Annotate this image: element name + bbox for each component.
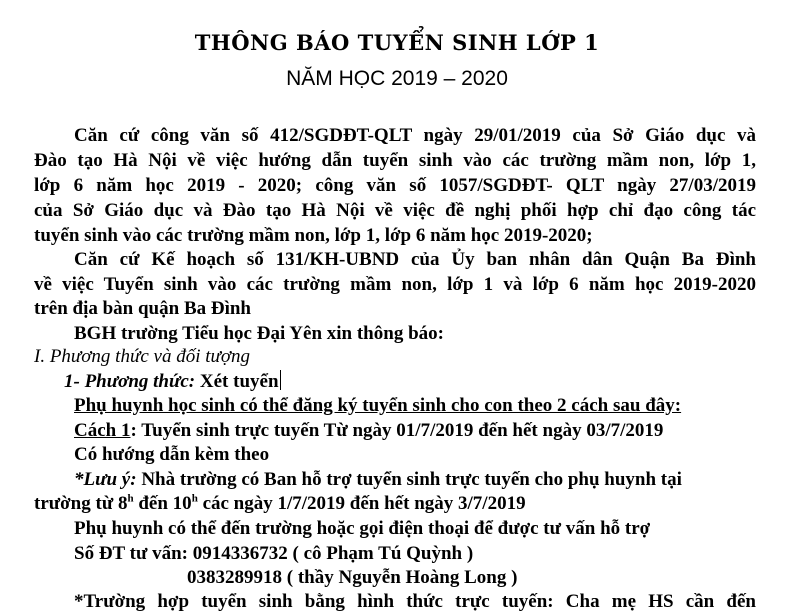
paragraph-line: Căn cứ công văn số 412/SGDĐT-QLT ngày 29/01/2019 của Sở Giáo dục và (74, 125, 756, 146)
paragraph-line (34, 492, 526, 516)
paragraph-line: Có hướng dẫn kèm theo (74, 444, 270, 465)
hour-superscript: h (127, 492, 134, 505)
document-title: THÔNG BÁO TUYỂN SINH LỚP 1 (194, 30, 600, 55)
paragraph-line: tuyển sinh vào các trường mầm non, lớp 1, lớp 6 năm học 2019-2020; (34, 225, 593, 246)
document-subtitle: NĂM HỌC 2019 – 2020 (286, 67, 508, 90)
paragraph-line: lớp 6 năm học 2019 - 2020; công văn số 1057/SGDĐT- QLT ngày 27/03/2019 (34, 175, 756, 196)
paragraph-line: của Sở Giáo dục và Đào tạo Hà Nội về việc đề nghị phối hợp chỉ đạo công tác (34, 200, 756, 221)
method-label: 1- Phương thức: (64, 371, 196, 392)
note-line (74, 468, 682, 492)
hour-superscript: h (191, 492, 198, 505)
section-heading: I. Phương thức và đối tượng (34, 346, 251, 367)
method-line (64, 370, 281, 394)
time-text: đến 10 (133, 493, 192, 514)
phone-line: Số ĐT tư vấn: 0914336732 ( cô Phạm Tú Quỳnh ) (74, 543, 474, 564)
time-text: các ngày 1/7/2019 đến hết ngày 3/7/2019 (197, 493, 526, 514)
phone-line: 0383289918 ( thầy Nguyễn Hoàng Long ) (187, 567, 518, 588)
paragraph-line: Phụ huynh có thể đến trường hoặc gọi điện thoại để được tư vấn hỗ trợ (74, 518, 651, 539)
paragraph-line: Đào tạo Hà Nội về việc hướng dẫn tuyển sinh vào các trường mầm non, lớp 1, (34, 150, 756, 171)
paragraph-line: Phụ huynh học sinh có thể đăng ký tuyển sinh cho con theo 2 cách sau đây: (74, 395, 682, 416)
option-line (74, 419, 663, 443)
paragraph-line: về việc Tuyển sinh vào các trường mầm non, lớp 1 và lớp 6 năm học 2019-2020 (34, 274, 756, 295)
paragraph-line: *Trường hợp tuyển sinh bằng hình thức trực tuyến: Cha mẹ HS cần đến (74, 591, 756, 612)
option-label: Cách 1 (74, 420, 131, 441)
note-label: *Lưu ý: (74, 469, 137, 490)
paragraph-line: BGH trường Tiểu học Đại Yên xin thông báo: (74, 323, 444, 344)
method-value: Xét tuyển (195, 371, 279, 392)
text-cursor (280, 370, 281, 390)
time-text: trường từ 8 (34, 493, 128, 514)
paragraph-line: trên địa bàn quận Ba Đình (34, 298, 251, 319)
note-text: Nhà trường có Ban hỗ trợ tuyển sinh trực tuyến cho phụ huynh tại (136, 469, 682, 490)
paragraph-line: Căn cứ Kế hoạch số 131/KH-UBND của Ủy ban nhân dân Quận Ba Đình (74, 249, 756, 270)
option-text: : Tuyển sinh trực tuyến Từ ngày 01/7/2019 đến hết ngày 03/7/2019 (130, 420, 664, 441)
